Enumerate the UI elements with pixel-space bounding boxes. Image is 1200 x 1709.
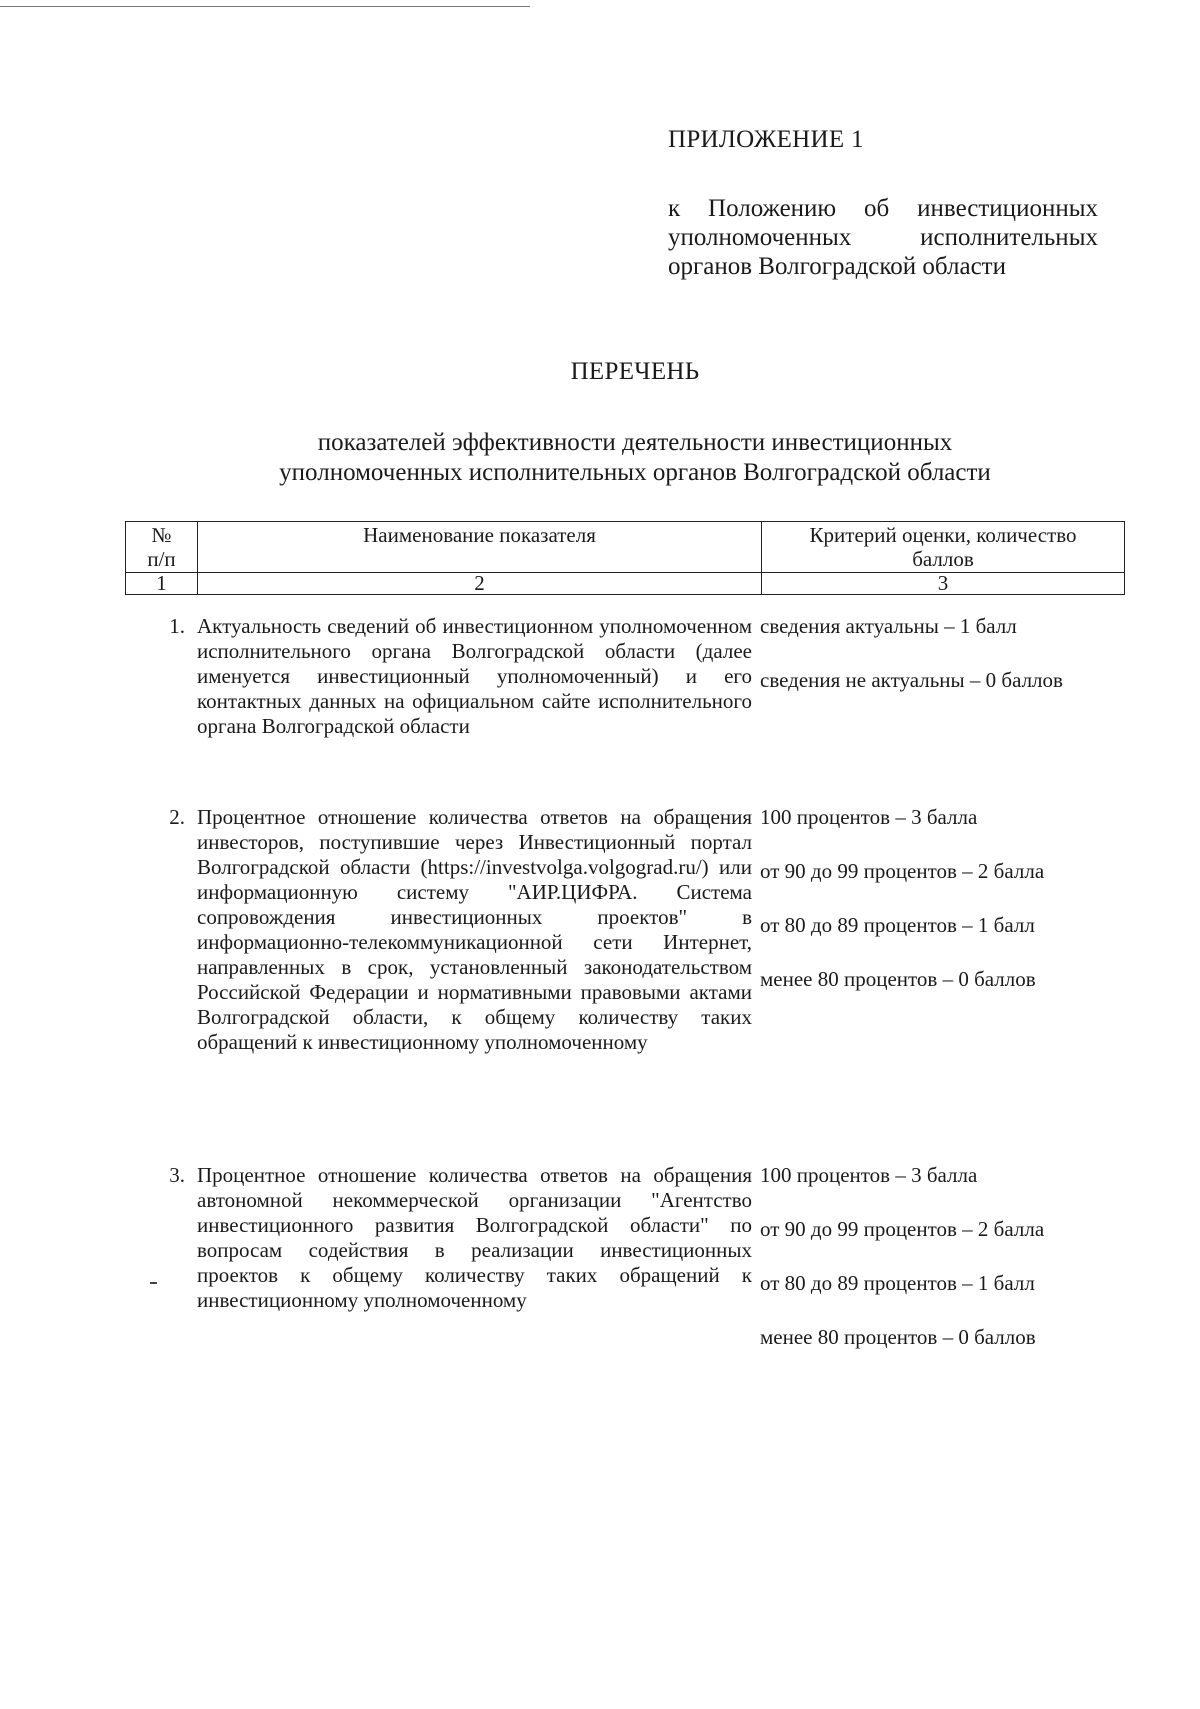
criteria-list [760,805,1130,1021]
column-header-criteria [762,522,1125,573]
criteria-item: сведения актуальны – 1 балл [760,614,1017,638]
column-header-number-line-2: п/п [147,547,176,571]
table-column-numbers-row [126,573,1125,595]
scan-edge-line [0,6,530,7]
indicator-name: Процентное отношение количества ответов на обращения инвесторов, поступившие через Инвестиционный портал Волгоградской области (https://investvolga.volgograd.ru/) или информационную систему "АИР.ЦИФРА. Система сопровождения инвестиционных проектов" в информационно-телекоммуникационной сети Интернет, направленных в срок, установленный законодательством Российской Федерации и нормативными правовыми актами Волгоградской области, к общему количеству таких обращений к инвестиционному уполномоченному [197,805,752,1054]
column-header-criteria-line-2: баллов [912,547,974,571]
table-header [125,521,1125,595]
column-header-number-line-1: № [151,523,172,547]
column-header-name: Наименование показателя [198,522,762,573]
column-number-1: 1 [126,573,198,595]
row-number: 3. [169,1163,185,1187]
criteria-list [760,1163,1130,1379]
row-number: 2. [169,805,185,829]
document-subtitle [200,428,1070,488]
criteria-item: 100 процентов – 3 балла [760,805,978,829]
column-header-number [126,522,198,573]
criteria-list [760,614,1130,722]
appendix-subtitle: к Положению об инвестиционных уполномоченных исполнительных органов Волгоградской области [668,195,1098,280]
column-number-2: 2 [198,573,762,595]
scan-mark [150,1282,157,1284]
criteria-item: от 90 до 99 процентов – 2 балла [760,1217,1045,1241]
indicator-name: Актуальность сведений об инвестиционном уполномоченном исполнительного органа Волгоградской области (далее именуется инвестиционный уполномоченный) и его контактных данных на официальном сайте исполнительного органа Волгоградской области [197,614,752,738]
column-header-criteria-line-1: Критерий оценки, количество [809,523,1077,547]
table-header-row [126,522,1125,573]
indicator-name: Процентное отношение количества ответов на обращения автономной некоммерческой организации "Агентство инвестиционного развития Волгоградской области" по вопросам содействия в реализации инвестиционных проектов к общему количеству таких обращений к инвестиционному уполномоченному [197,1163,752,1312]
document-title: ПЕРЕЧЕНЬ [570,358,700,385]
criteria-item: менее 80 процентов – 0 баллов [760,1325,1036,1349]
appendix-title: ПРИЛОЖЕНИЕ 1 [668,126,864,153]
criteria-item: менее 80 процентов – 0 баллов [760,967,1036,991]
criteria-item: 100 процентов – 3 балла [760,1163,978,1187]
row-number: 1. [169,614,185,638]
criteria-item: сведения не актуальны – 0 баллов [760,668,1063,692]
document-subtitle-line-1: показателей эффективности деятельности инвестиционных [317,429,953,456]
criteria-item: от 80 до 89 процентов – 1 балл [760,1271,1035,1295]
criteria-item: от 80 до 89 процентов – 1 балл [760,913,1035,937]
document-subtitle-line-2: уполномоченных исполнительных органов Волгоградской области [279,459,991,486]
criteria-item: от 90 до 99 процентов – 2 балла [760,859,1045,883]
column-number-3: 3 [762,573,1125,595]
